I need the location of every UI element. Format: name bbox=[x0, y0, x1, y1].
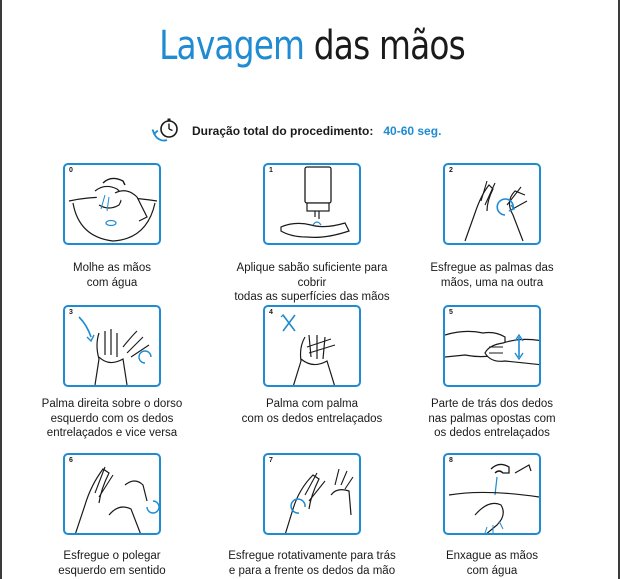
step-6-caption: Esfregue o polegar esquerdo em sentido bbox=[58, 550, 166, 577]
step-1-caption: Aplique sabão suficiente para cobrir todas as superfícies das mãos bbox=[234, 262, 390, 303]
step-2-caption: Esfregue as palmas das mãos, uma na outra bbox=[430, 262, 554, 289]
step-number: 1 bbox=[269, 167, 273, 174]
step-5-caption: Parte de trás dos dedos nas palmas opostas com os dedos entrelaçados bbox=[428, 398, 556, 439]
step-3-illustration bbox=[63, 305, 161, 387]
duration-value: 40-60 seg. bbox=[383, 124, 442, 138]
step-2-illustration bbox=[443, 163, 541, 245]
step-4-caption: Palma com palma com os dedos entrelaçados bbox=[241, 398, 383, 425]
step-4-illustration bbox=[263, 305, 361, 387]
step-8-caption: Enxague as mãos com água bbox=[445, 550, 539, 577]
rub-thumb-icon bbox=[65, 455, 161, 535]
soap-dispenser-icon bbox=[265, 165, 361, 245]
step-number: 2 bbox=[449, 167, 453, 174]
title-highlight: Lavagem bbox=[159, 23, 305, 69]
rinse-hands-icon bbox=[445, 455, 541, 535]
step-7-caption: Esfregue rotativamente para trás e para a frente os dedos da mão bbox=[228, 550, 396, 577]
wet-hands-icon bbox=[65, 165, 161, 245]
title-rest: das mãos bbox=[313, 23, 465, 69]
step-3-caption: Palma direita sobre o dorso esquerdo com os dedos entrelaçados e vice versa bbox=[41, 398, 183, 439]
step-0-illustration bbox=[63, 163, 161, 245]
step-number: 4 bbox=[269, 309, 273, 316]
step-number: 3 bbox=[69, 309, 73, 316]
step-number: 7 bbox=[269, 457, 273, 464]
page-title bbox=[58, 20, 566, 72]
step-7-illustration bbox=[263, 453, 361, 535]
stopwatch-icon bbox=[150, 117, 182, 146]
back-of-fingers-icon bbox=[445, 307, 541, 387]
step-number: 5 bbox=[449, 309, 453, 316]
rub-palms-icon bbox=[445, 165, 541, 245]
interlaced-fingers-icon bbox=[265, 307, 361, 387]
step-number: 6 bbox=[69, 457, 73, 464]
step-number: 8 bbox=[449, 457, 453, 464]
step-6-illustration bbox=[63, 453, 161, 535]
step-0-caption: Molhe as mãos com água bbox=[73, 262, 151, 289]
step-5-illustration bbox=[443, 305, 541, 387]
palm-over-back-icon bbox=[65, 307, 161, 387]
rotational-rub-icon bbox=[265, 455, 361, 535]
duration-label: Duração total do procedimento: bbox=[192, 124, 374, 138]
duration-line bbox=[150, 118, 441, 144]
step-1-illustration bbox=[263, 163, 361, 245]
step-number: 0 bbox=[69, 167, 73, 174]
step-8-illustration bbox=[443, 453, 541, 535]
